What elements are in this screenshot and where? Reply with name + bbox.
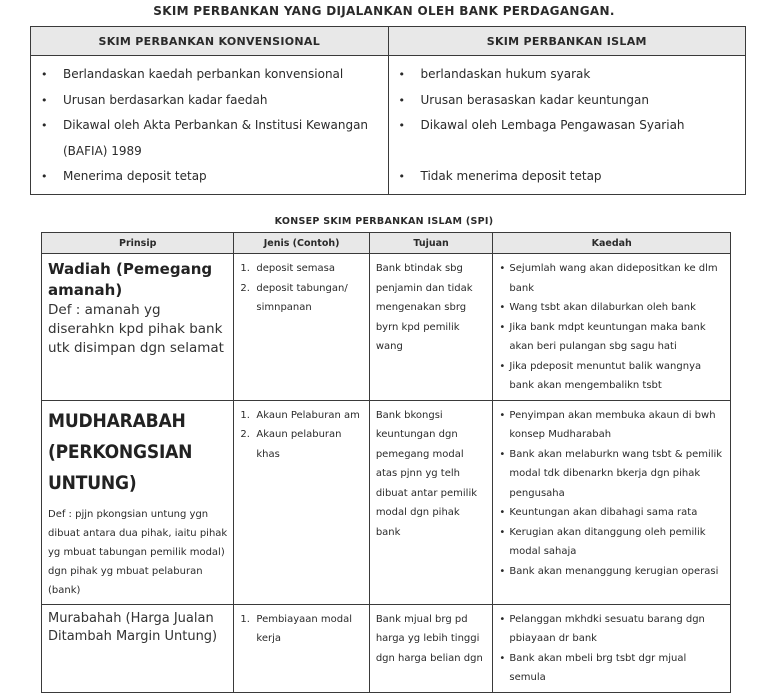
concept-table (41, 232, 731, 693)
types-cell (234, 254, 369, 401)
purpose-cell: Bank bkongsi keuntungan dgn pemegang modal atas pjnn yg telh dibuat antar pemilik modal dgn pihak bank (369, 400, 493, 604)
header-islamic: SKIM PERBANKAN ISLAM (388, 27, 746, 56)
list-item: • Dikawal oleh Akta Perbankan & Institusi Kewangan (BAFIA) 1989 (39, 113, 380, 164)
list-item: • Urusan berasaskan kadar keuntungan (397, 88, 738, 114)
list-item: • Urusan berdasarkan kadar faedah (39, 88, 380, 114)
list-item: • Keuntungan akan dibahagi sama rata (499, 503, 724, 523)
header-jenis: Jenis (Contoh) (234, 233, 369, 254)
list-item: • Pelanggan mkhdki sesuatu barang dgn pbiayaan dr bank (499, 610, 724, 649)
list-item: • berlandaskan hukum syarak (397, 62, 738, 88)
list-item: • Wang tsbt akan dilaburkan oleh bank (499, 298, 724, 318)
header-kaedah: Kaedah (493, 233, 731, 254)
principle-definition: Def : amanah yg diserahkn kpd pihak bank utk disimpan dgn selamat (48, 302, 224, 356)
list-item: 1. Akaun Pelaburan am (240, 409, 360, 421)
conventional-cell (31, 56, 389, 195)
list-item: • Jika pdeposit menuntut balik wangnya bank akan mengembalikn tsbt (499, 357, 724, 396)
principle-definition: Def : pjjn pkongsian untung ygn dibuat antara dua pihak, iaitu pihak yg mbuat tabungan pemilik modal) dgn pihak yg mbuat pelaburan (bank) (48, 508, 228, 596)
concept-title: KONSEP SKIM PERBANKAN ISLAM (SPI) (274, 216, 494, 227)
types-cell (234, 604, 369, 692)
principle-name: Wadiah (Pemegang amanah) (48, 260, 213, 299)
table-row (42, 254, 731, 401)
list-item: • Kerugian akan ditanggung oleh pemilik modal sahaja (499, 523, 724, 562)
document-title: SKIM PERBANKAN YANG DIJALANKAN OLEH BANK PERDAGANGAN. (153, 4, 615, 18)
list-item: • Bank akan melaburkn wang tsbt & pemilik modal tdk dibenarkn bkerja dgn pihak pengusaha (499, 445, 724, 504)
header-conventional: SKIM PERBANKAN KONVENSIONAL (31, 27, 389, 56)
list-item: • Bank akan mbeli brg tsbt dgr mjual semula (499, 649, 724, 688)
methods-cell (493, 604, 731, 692)
islamic-cell (388, 56, 746, 195)
principle-cell (42, 254, 234, 401)
table-row (42, 400, 731, 604)
list-item: • Menerima deposit tetap (39, 164, 380, 190)
list-item: • Penyimpan akan membuka akaun di bwh konsep Mudharabah (499, 406, 724, 445)
list-item: 1. deposit semasa (240, 263, 336, 274)
methods-cell (493, 400, 731, 604)
methods-cell (493, 254, 731, 401)
list-item: 1. Pembiayaan modal kerja (240, 613, 353, 644)
list-item: • Bank akan menanggung kerugian operasi (499, 562, 724, 582)
list-item: • Dikawal oleh Lembaga Pengawasan Syariah (397, 113, 738, 139)
purpose-cell: Bank mjual brg pd harga yg lebih tinggi dgn harga belian dgn (369, 604, 493, 692)
list-item: • Tidak menerima deposit tetap (397, 164, 738, 190)
principle-name: Murabahah (Harga Jualan Ditambah Margin Untung) (48, 610, 218, 644)
types-cell (234, 400, 369, 604)
principle-cell (42, 400, 234, 604)
list-item: • Sejumlah wang akan didepositkan ke dlm bank (499, 259, 724, 298)
table-row (42, 604, 731, 692)
list-item: • Jika bank mdpt keuntungan maka bank akan beri pulangan sbg sagu hati (499, 318, 724, 357)
header-tujuan: Tujuan (369, 233, 493, 254)
list-item: 2. deposit tabungan/ simnpanan (240, 282, 348, 313)
purpose-cell: Bank btindak sbg penjamin dan tidak mengenakan sbrg byrn kpd pemilik wang (369, 254, 493, 401)
principle-name: MUDHARABAH (PERKONGSIAN UNTUNG) (48, 409, 193, 494)
list-item: • Berlandaskan kaedah perbankan konvensional (39, 62, 380, 88)
header-prinsip: Prinsip (42, 233, 234, 254)
comparison-table (30, 26, 746, 195)
principle-cell (42, 604, 234, 692)
list-item: 2. Akaun pelaburan khas (240, 429, 342, 460)
